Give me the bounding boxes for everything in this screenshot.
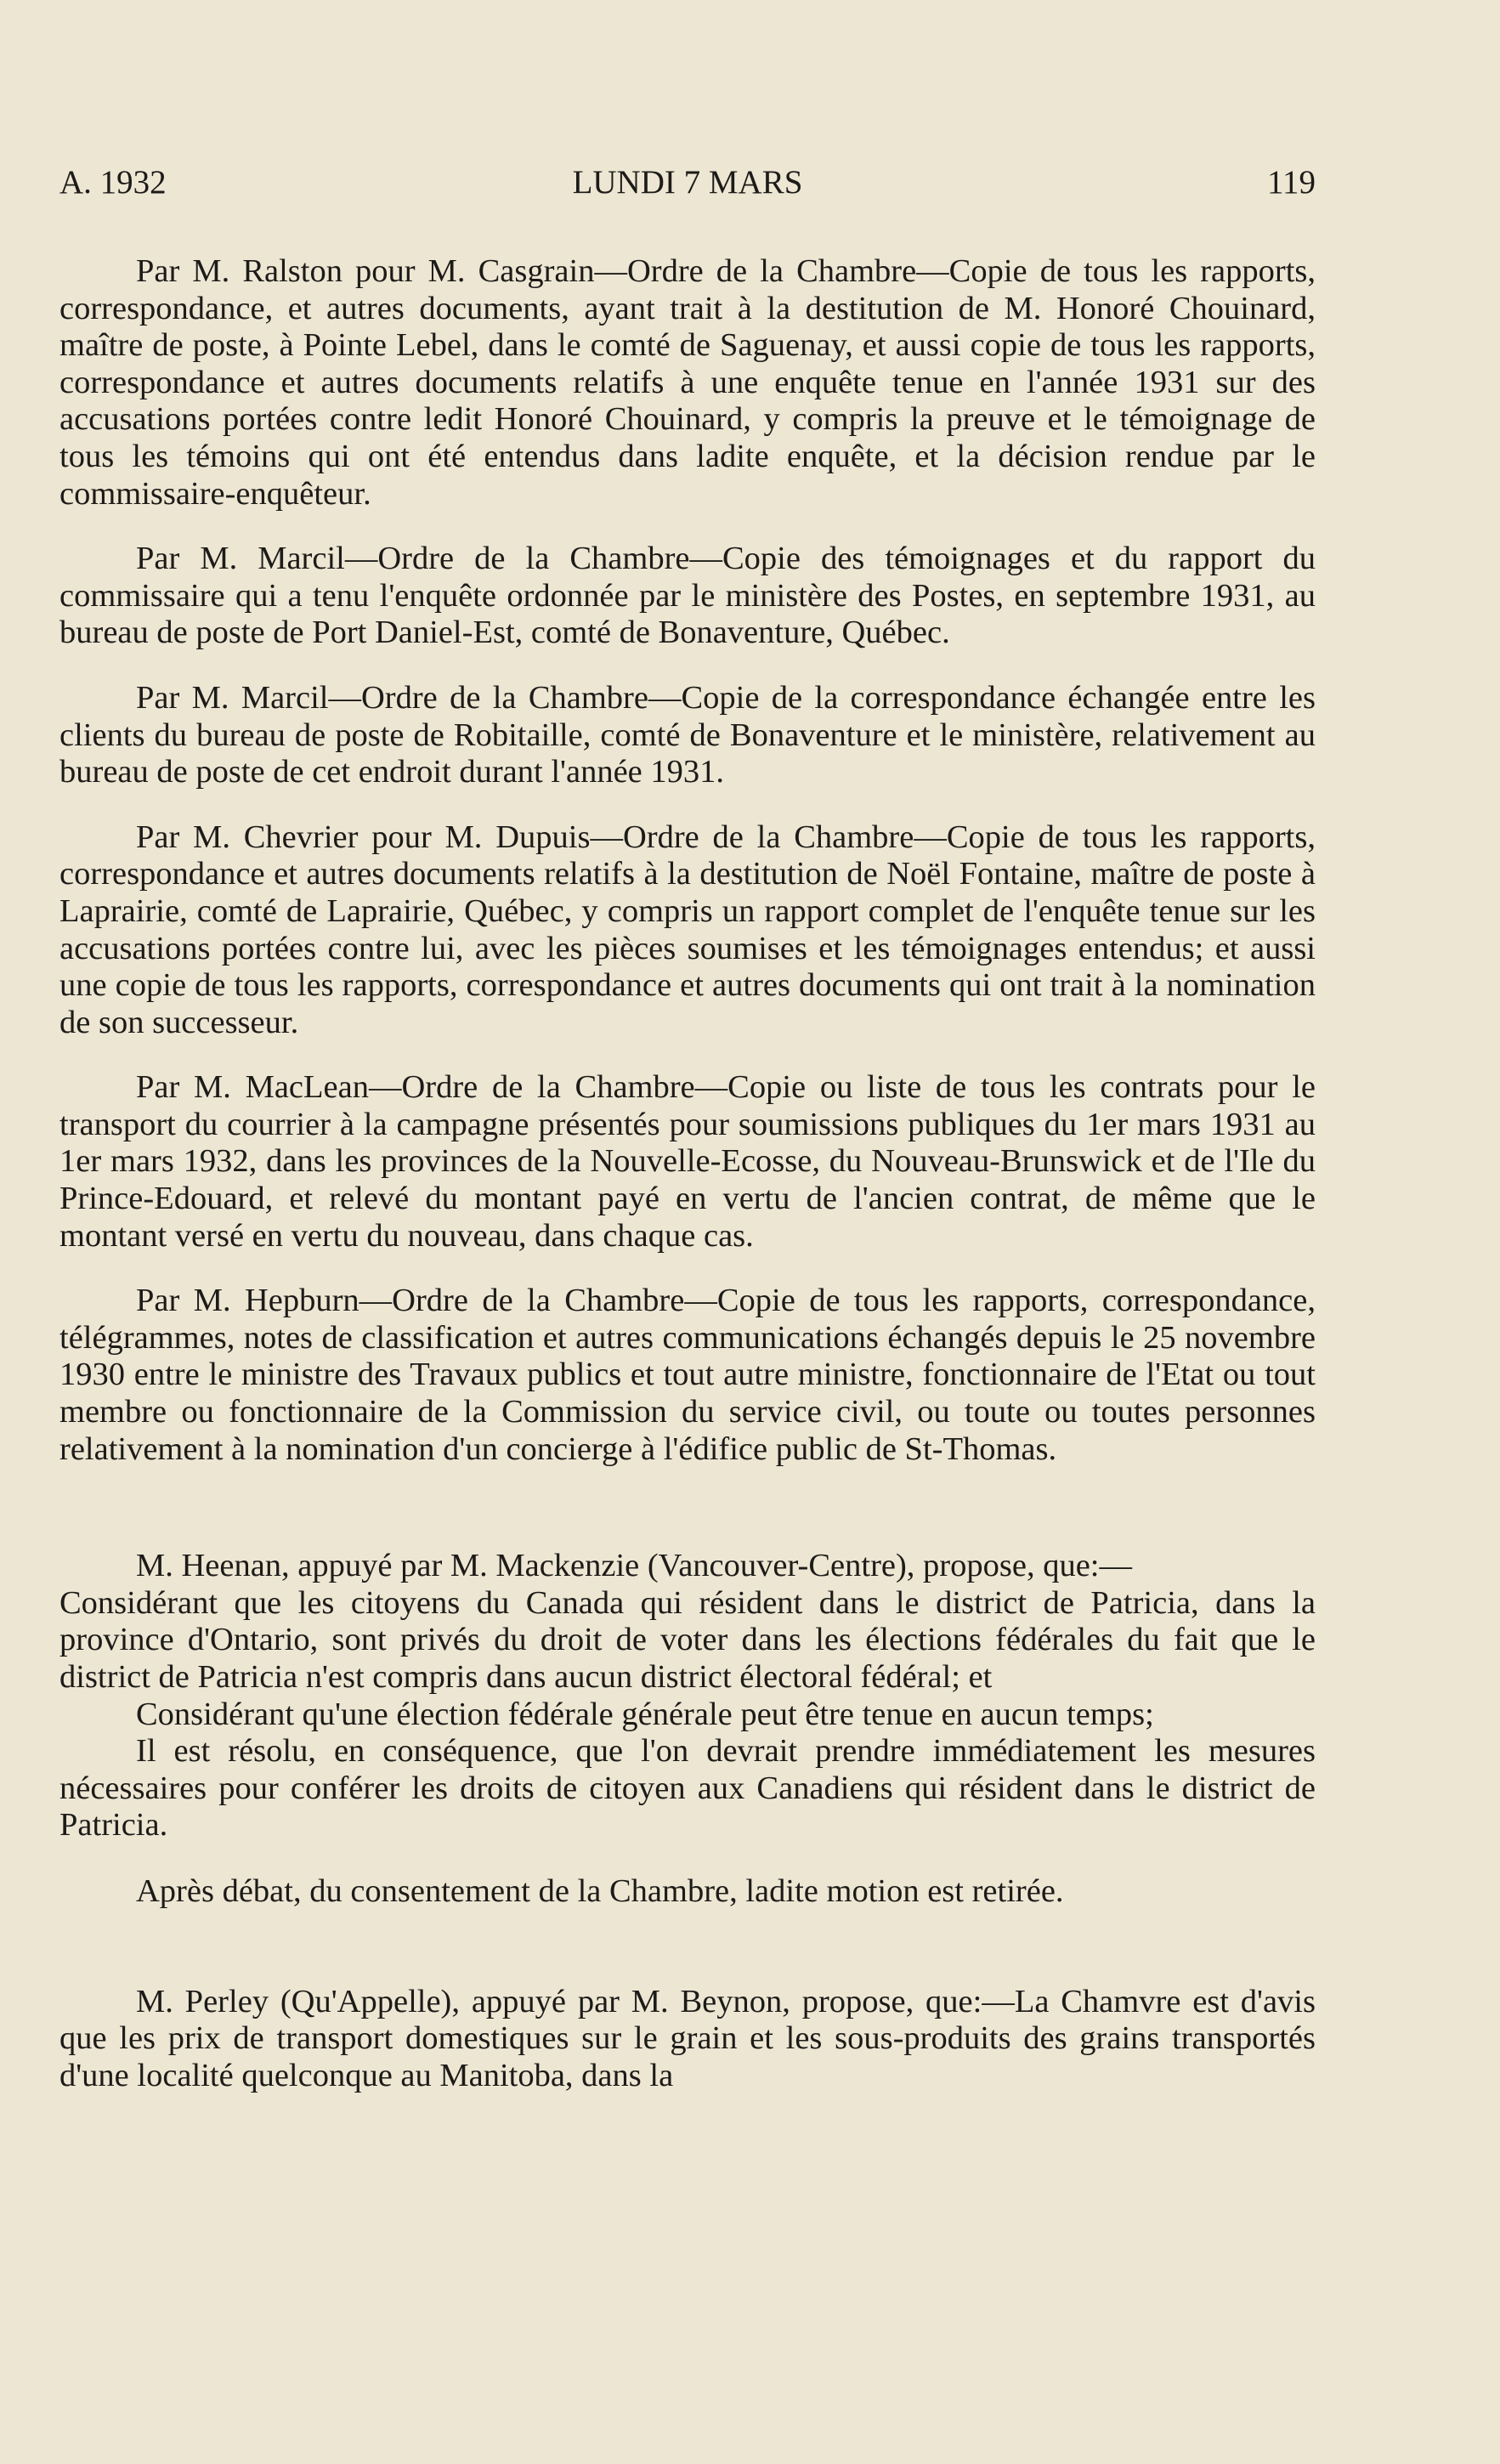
paragraph-maclean-order: Par M. MacLean—Ordre de la Chambre—Copie ou liste de tous les contrats pour le transport du courrier à la campagne présentés pour soumissions publiques du 1er mars 1931 au 1er mars 1932, dans les provinces de la Nouvelle-Ecosse, du Nouveau-Brunswick et de l'Ile du Prince-Edouard, et relevé du montant payé en vertu de l'ancien contrat, de même que le montant versé en vertu du nouveau, dans chaque cas. (59, 1069, 1316, 1254)
paragraph-hepburn-order: Par M. Hepburn—Ordre de la Chambre—Copie de tous les rapports, correspondance, télégrammes, notes de classification et autres communications échangés depuis le 25 novembre 1930 entre le ministre des Travaux publics et tout autre ministre, fonctionnaire de l'Etat ou tout membre ou fonctionnaire de la Commission du service civil, ou toute ou toutes personnes relativement à la nomination d'un concierge à l'édifice public de St-Thomas. (59, 1283, 1316, 1467)
motion-heenan-whereas-2: Considérant qu'une élection fédérale générale peut être tenue en aucun temps; (136, 1696, 1154, 1732)
paragraph-ralston-order: Par M. Ralston pour M. Casgrain—Ordre de la Chambre—Copie de tous les rapports, correspondance, et autres documents, ayant trait à la destitution de M. Honoré Chouinard, maître de poste, à Pointe Lebel, dans le comté de Saguenay, et aussi copie de tous les rapports, correspondance et autres documents relatifs à une enquête tenue en l'année 1931 sur des accusations portées contre ledit Honoré Chouinard, y compris la preuve et le témoignage de tous les témoins qui ont été entendus dans ladite enquête, et la décision rendue par le commissaire-enquêteur. (59, 253, 1316, 512)
paragraph-chevrier-order: Par M. Chevrier pour M. Dupuis—Ordre de la Chambre—Copie de tous les rapports, correspondance et autres documents relatifs à la destitution de Noël Fontaine, maître de poste à Laprairie, comté de Laprairie, Québec, y compris un rapport complet de l'enquête tenue sur les accusations portées contre lui, avec les pièces soumises et les témoignages entendus; et aussi une copie de tous les rapports, correspondance et autres documents qui ont trait à la nomination de son successeur. (59, 819, 1316, 1040)
motion-heenan-intro: M. Heenan, appuyé par M. Mackenzie (Vancouver-Centre), propose, que:— (136, 1548, 1132, 1584)
header-date: LUNDI 7 MARS (572, 164, 803, 201)
paragraph-marcil-order-1: Par M. Marcil—Ordre de la Chambre—Copie des témoignages et du rapport du commissaire qui a tenu l'enquête ordonnée par le ministère des Postes, en septembre 1931, au bureau de poste de Port Daniel-Est, comté de Bonaventure, Québec. (59, 541, 1316, 651)
page-header (59, 163, 1316, 206)
motion-perley-intro: M. Perley (Qu'Appelle), appuyé par M. Beynon, propose, que:—La Chamvre est d'avis que les prix de transport domestiques sur le grain et les sous-produits des grains transportés d'une localité quelconque au Manitoba, dans la (59, 1983, 1316, 2093)
page-number: 119 (1266, 164, 1316, 201)
header-year: A. 1932 (59, 164, 167, 201)
motion-heenan-withdrawn: Après débat, du consentement de la Chambre, ladite motion est retirée. (136, 1872, 1064, 1909)
paragraph-marcil-order-2: Par M. Marcil—Ordre de la Chambre—Copie de la correspondance échangée entre les clients du bureau de poste de Robitaille, comté de Bonaventure et le ministère, relativement au bureau de poste de cet endroit durant l'année 1931. (59, 679, 1316, 790)
motion-heenan-resolution: Il est résolu, en conséquence, que l'on devrait prendre immédiatement les mesures nécessaires pour conférer les droits de citoyen aux Canadiens qui résident dans le district de Patricia. (59, 1733, 1316, 1844)
motion-heenan-whereas-1: Considérant que les citoyens du Canada qui résident dans le district de Patricia, dans la province d'Ontario, sont privés du droit de voter dans les élections fédérales du fait que le district de Patricia n'est compris dans aucun district électoral fédéral; et (59, 1584, 1316, 1695)
page-body (59, 253, 1316, 2094)
